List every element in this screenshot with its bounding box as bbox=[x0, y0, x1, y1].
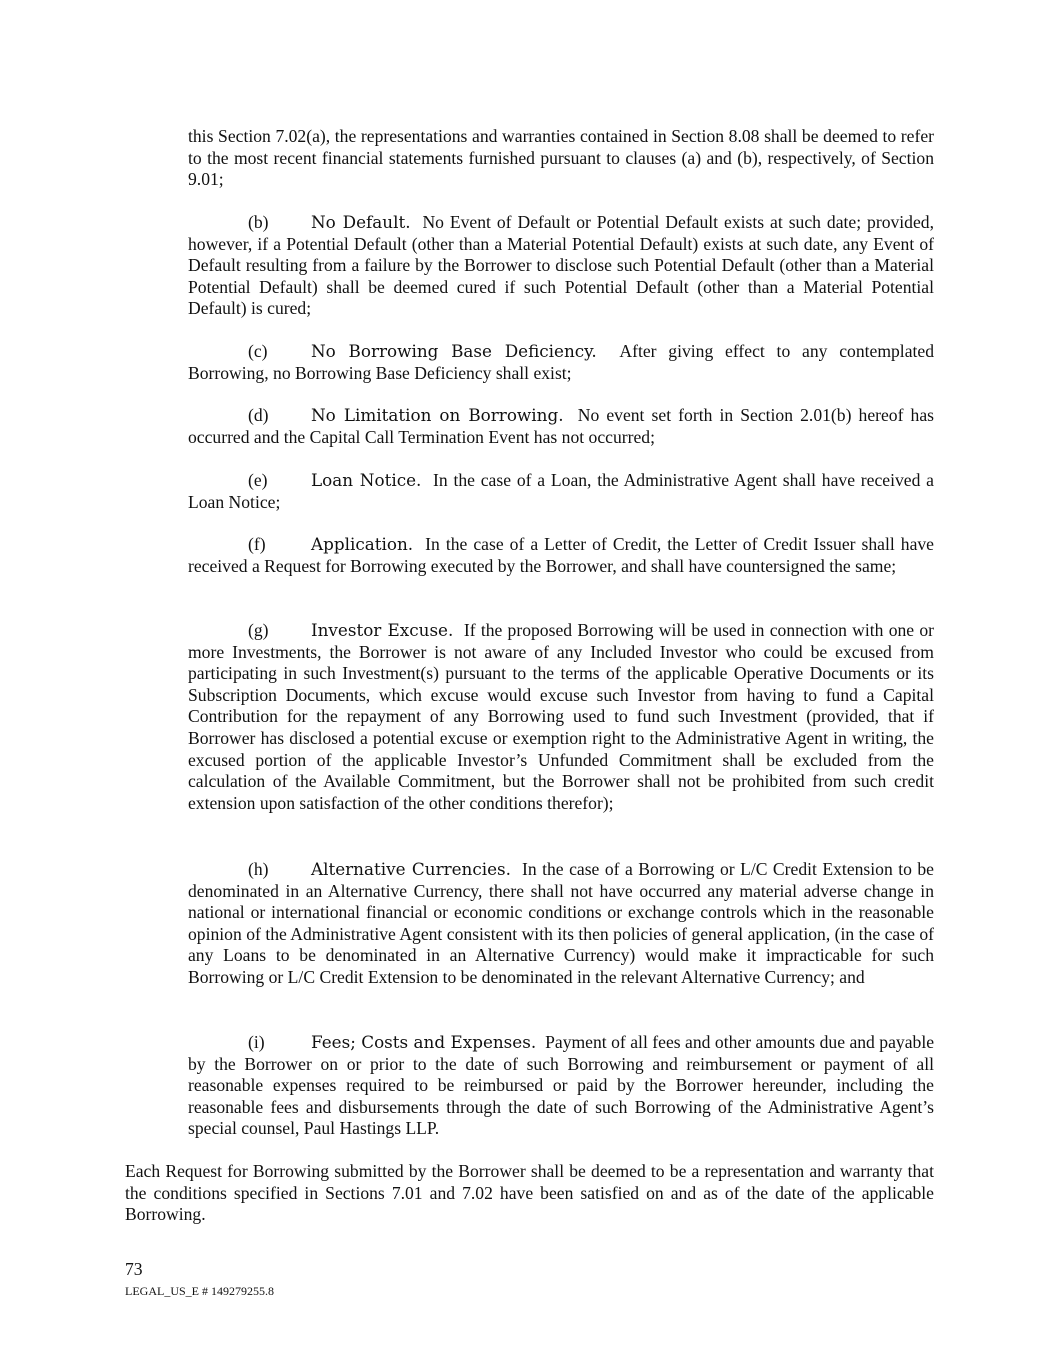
item-heading: No Default. bbox=[311, 212, 411, 232]
item-label: (c) bbox=[248, 341, 268, 361]
item-heading: Fees; Costs and Expenses. bbox=[311, 1032, 537, 1052]
item-b bbox=[188, 212, 934, 320]
item-label: (h) bbox=[248, 859, 269, 879]
closing-paragraph: Each Request for Borrowing submitted by the Borrower shall be deemed to be a representation and warranty that the conditions specified in Sections 7.01 and 7.02 have been satisfied on and as of the date of the applicable Borrowing. bbox=[125, 1161, 934, 1225]
item-e bbox=[188, 470, 934, 513]
item-text: In the case of a Letter of Credit, the Letter of Credit Issuer shall have received a Request for Borrowing executed by the Borrower, and shall have countersigned the same; bbox=[188, 534, 934, 576]
document-id: LEGAL_US_E # 149279255.8 bbox=[125, 1284, 274, 1298]
page-number: 73 bbox=[125, 1259, 143, 1279]
item-label: (g) bbox=[248, 620, 269, 640]
item-heading: Alternative Currencies. bbox=[311, 859, 512, 879]
item-label: (d) bbox=[248, 405, 269, 425]
item-heading: No Borrowing Base Deficiency. bbox=[311, 341, 597, 361]
item-d bbox=[188, 405, 934, 448]
item-text: No event set forth in Section 2.01(b) hereof has occurred and the Capital Call Termination Event has not occurred; bbox=[188, 405, 934, 447]
item-heading: Investor Excuse. bbox=[311, 620, 454, 640]
item-g bbox=[188, 620, 934, 814]
item-label: (i) bbox=[248, 1032, 265, 1052]
item-text: If the proposed Borrowing will be used in connection with one or more Investments, the Borrower is not aware of any Included Investor who could be excused from participating in such Investment(s) pursuant to the terms of the applicable Operative Documents or its Subscription Documents, which excuse would excuse such Investor from having to fund a Capital Contribution for the repayment of any Borrowing used to fund such Investment (provided, that if Borrower has disclosed a potential excuse or exemption right to the Administrative Agent in writing, the excused portion of the applicable Investor’s Unfunded Commitment shall be excluded from the calculation of the Available Commitment, but the Borrower shall not be prohibited from such credit extension upon satisfaction of the other conditions therefor); bbox=[188, 620, 935, 813]
item-text: Payment of all fees and other amounts due and payable by the Borrower on or prior to the date of such Borrowing and reimbursement or payment of all reasonable expenses required to be reimbursed or paid by the Borrower hereunder, including the reasonable fees and disbursements through the date of such Borrowing of the Administrative Agent’s special counsel, Paul Hastings LLP. bbox=[188, 1032, 935, 1139]
item-label: (e) bbox=[248, 470, 268, 490]
item-heading: No Limitation on Borrowing. bbox=[311, 405, 564, 425]
item-f bbox=[188, 534, 934, 577]
item-heading: Application. bbox=[311, 534, 414, 554]
item-heading: Loan Notice. bbox=[311, 470, 422, 490]
intro-paragraph: this Section 7.02(a), the representations and warranties contained in Section 8.08 shall be deemed to refer to the most recent financial statements furnished pursuant to clauses (a) and (b), respectively, of Section 9.01; bbox=[188, 126, 934, 190]
item-label: (b) bbox=[248, 212, 269, 232]
item-text: After giving effect to any contemplated Borrowing, no Borrowing Base Deficiency shall exist; bbox=[188, 341, 934, 383]
item-h bbox=[188, 859, 934, 989]
item-label: (f) bbox=[248, 534, 266, 554]
item-c bbox=[188, 341, 934, 384]
item-text: No Event of Default or Potential Default exists at such date; provided, however, if a Potential Default (other than a Material Potential Default) exists at such date, any Event of Default resulting from a failure by the Borrower to disclose such Potential Default (other than a Material Potential Default) shall be deemed cured if such Potential Default (other than a Material Potential Default) is cured; bbox=[188, 212, 934, 319]
item-text: In the case of a Loan, the Administrative Agent shall have received a Loan Notice; bbox=[188, 470, 934, 512]
item-i bbox=[188, 1032, 934, 1140]
item-text: In the case of a Borrowing or L/C Credit Extension to be denominated in an Alternative Currency, there shall not have occurred any material adverse change in national or international financial or economic conditions or exchange controls which in the reasonable opinion of the Administrative Agent consistent with its then policies of general application, (in the case of any Loans to be denominated in an Alternative Currency) would make it impracticable for such Borrowing or L/C Credit Extension to be denominated in the relevant Alternative Currency; and bbox=[188, 859, 934, 987]
